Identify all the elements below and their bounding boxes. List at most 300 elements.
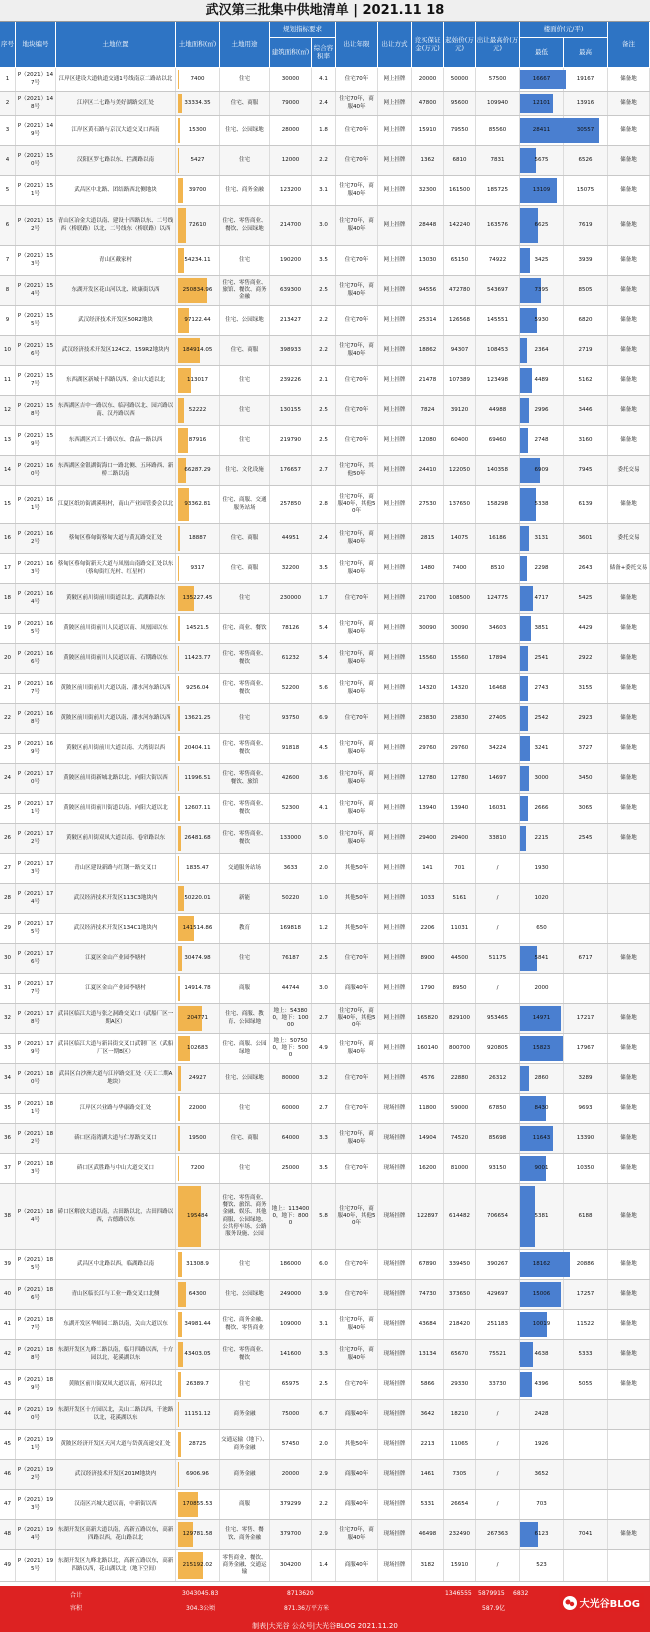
cell-method [378,1124,412,1153]
cell-term [336,764,378,793]
cell-note [608,974,650,1003]
cell-area [176,1064,220,1093]
price-bar [520,826,526,851]
cell-build [270,524,312,553]
cell-cap-text: 8510 [490,564,505,571]
cell-far-text: 2.0 [319,864,328,871]
cell-cap-text: 429697 [487,1290,508,1297]
cell-loc-text: 武汉经济技术开发区134C1地块内 [73,924,158,931]
cell-use-text: 住宅 [238,406,250,413]
cell-deposit [412,1370,444,1399]
cell-cap [476,426,520,455]
cell-loc-text: 硚口区武胜路与中山大道交叉口 [76,1164,154,1171]
cell-code-text: P（2021）192号 [17,1467,54,1481]
cell-term-text: 住宅70年，商服40年 [339,1041,374,1055]
cell-low-text: 28411 [532,126,551,133]
cell-low-text: 6625 [534,221,549,228]
cell-loc [56,1064,176,1093]
cell-start [444,644,476,673]
cell-method [378,794,412,823]
cell-far [312,1460,336,1489]
cell-cap [476,854,520,883]
cell-deposit-text: 18862 [418,346,437,353]
cell-high [564,176,608,205]
cell-cap-text: 67850 [488,1104,507,1111]
cell-use [220,68,270,91]
cell-note [608,116,650,145]
cell-term-text: 住宅70年，商服40年 [339,96,374,110]
cell-loc-text: 东西湖区吉中一路以东、临河路以北、园兴路以南、汉丹路以西 [57,403,174,417]
cell-start [444,884,476,913]
cell-area-text: 1835.47 [186,864,209,871]
cell-far-text: 3.3 [319,1350,328,1357]
cell-low-text: 2298 [534,564,549,571]
cell-start [444,1280,476,1309]
cell-term [336,68,378,91]
cell-loc [56,1154,176,1183]
cell-code [16,1400,56,1429]
cell-method-text: 网上挂牌 [383,1074,406,1081]
cell-method [378,1250,412,1279]
cell-build-text: 52300 [281,804,300,811]
cell-term-text: 其他50年 [344,924,369,931]
cell-use-text: 商服 [238,1500,250,1507]
cell-far-text: 2.7 [319,1104,328,1111]
cell-term-text: 住宅70年，商服40年，其他50年 [337,1205,376,1227]
cell-low-text: 650 [536,924,547,931]
cell-method [378,1154,412,1183]
cell-deposit-text: 12780 [418,774,437,781]
cell-low-text: 4638 [534,1350,549,1357]
cell-note-text: 储备地 [620,286,637,293]
cell-note-text: 储备地 [620,436,637,443]
table-row [0,914,650,944]
cell-term [336,1400,378,1429]
cell-no [0,854,16,883]
cell-high [564,1004,608,1033]
cell-term-text: 住宅70年，商服40年 [339,801,374,815]
cell-far-text: 6.9 [319,714,328,721]
cell-cap [476,704,520,733]
cell-no-text: 35 [4,1104,11,1111]
cell-deposit [412,884,444,913]
cell-start-text: 44500 [450,954,469,961]
cell-high-text: 7041 [578,1530,593,1537]
cell-area [176,206,220,245]
cell-low-text: 6909 [534,466,549,473]
cell-low-text: 15823 [532,1044,551,1051]
cell-loc-text: 青山区戴家村 [98,256,132,263]
cell-high [564,554,608,583]
cell-build [270,426,312,455]
cell-term [336,1430,378,1459]
area-bar [178,1096,180,1121]
cell-term [336,1310,378,1339]
cell-deposit-text: 3182 [420,1561,435,1568]
cell-cap-text: 57500 [488,75,507,82]
cell-far [312,1310,336,1339]
cell-method-text: 现场挂牌 [383,1212,406,1219]
cell-loc-text: 江岸区二七路与美好湖路交汇处 [76,99,154,106]
cell-code [16,396,56,425]
cell-high [564,366,608,395]
cell-start [444,524,476,553]
cell-far-text: 3.0 [319,984,328,991]
cell-loc-text: 江夏区金山产业园李塘村 [85,954,146,961]
cell-high [564,206,608,245]
cell-term [336,146,378,175]
cell-loc [56,1184,176,1249]
cell-note-text: 储备地 [620,954,637,961]
cell-far [312,1520,336,1549]
cell-method [378,1430,412,1459]
cell-method-text: 网上挂牌 [383,99,406,106]
cell-use [220,644,270,673]
cell-build [270,944,312,973]
cell-method-text: 网上挂牌 [383,744,406,751]
cell-method-text: 网上挂牌 [383,834,406,841]
cell-deposit-text: 30090 [418,624,437,631]
cell-term [336,1064,378,1093]
cell-no-text: 27 [4,864,11,871]
cell-code [16,524,56,553]
cell-start-text: 14075 [450,534,469,541]
cell-note [608,246,650,275]
cell-use [220,944,270,973]
cell-area [176,1520,220,1549]
cell-code-text: P（2021）150号 [17,153,54,167]
cell-code [16,426,56,455]
cell-use [220,306,270,335]
cell-far [312,1490,336,1519]
cell-start-text: 614482 [449,1212,470,1219]
cell-high [564,854,608,883]
cell-loc-text: 硚口区南湾湖大道与仁厚路交叉口 [74,1134,157,1141]
price-bar [520,646,528,671]
cell-code-text: P（2021）157号 [17,373,54,387]
cell-no [0,974,16,1003]
table-header [0,22,650,68]
cell-code-text: P（2021）171号 [17,801,54,815]
header-start: 起始价(万元) [444,22,476,68]
cell-area-text: 54234.11 [184,256,211,263]
cell-no-text: 26 [4,834,11,841]
cell-term-text: 其他50年 [344,1440,369,1447]
cell-cap-text: 267363 [487,1530,508,1537]
cell-no [0,1184,16,1249]
cell-build [270,854,312,883]
cell-code [16,92,56,115]
cell-deposit-text: 94556 [418,286,437,293]
cell-no [0,1004,16,1033]
cell-build-text: 398933 [280,346,301,353]
cell-build [270,704,312,733]
cell-loc [56,794,176,823]
cell-no [0,1154,16,1183]
cell-code [16,1550,56,1581]
cell-far-text: 4.5 [319,744,328,751]
logo-text: 大光谷BLOG [579,1599,640,1610]
cell-deposit [412,674,444,703]
cell-no [0,1094,16,1123]
cell-method [378,1004,412,1033]
cell-build [270,974,312,1003]
cell-area [176,1370,220,1399]
cell-use [220,1280,270,1309]
cell-no [0,1370,16,1399]
cell-method-text: 网上挂牌 [383,924,406,931]
cell-use [220,1370,270,1399]
cell-low [520,1004,564,1033]
cell-term-text: 商服40年 [344,984,369,991]
cell-low-text: 18162 [532,1260,551,1267]
header-loc: 土地位置 [56,22,176,68]
cell-cap-text: 953465 [487,1014,508,1021]
cell-high [564,704,608,733]
cell-code-text: P（2021）163号 [17,561,54,575]
cell-far [312,1124,336,1153]
totals-area-ha: 304.3公顷 [186,1605,216,1612]
cell-cap [476,554,520,583]
cell-low [520,944,564,973]
header-low: 最低 [520,38,564,68]
cell-build-text: 639300 [280,286,301,293]
cell-deposit [412,974,444,1003]
cell-build-text: 78126 [281,624,300,631]
cell-far-text: 5.4 [319,624,328,631]
cell-low [520,1034,564,1063]
cell-area-text: 215192.02 [182,1561,213,1568]
cell-far [312,524,336,553]
cell-method [378,554,412,583]
cell-note-text: 储备地 [620,99,637,106]
cell-method [378,674,412,703]
cell-low-text: 2666 [534,804,549,811]
table-row [0,1400,650,1430]
cell-note-text: 储备地 [620,75,637,82]
cell-far [312,1370,336,1399]
cell-start-text: 218420 [449,1320,470,1327]
cell-loc [56,1004,176,1033]
cell-use [220,974,270,1003]
header-note: 备注 [608,22,650,68]
cell-start [444,614,476,643]
cell-start-text: 23830 [450,714,469,721]
cell-high-text: 13916 [576,99,595,106]
cell-term-text: 住宅70年 [344,156,369,163]
cell-high [564,1094,608,1123]
cell-build-text: 64000 [281,1134,300,1141]
cell-method [378,764,412,793]
cell-low-text: 14971 [532,1014,551,1021]
cell-loc-text: 硚口区解放大道以南，古田路以北，古田四路以西，古德路以东 [57,1209,174,1223]
cell-build [270,914,312,943]
cell-far [312,276,336,305]
cell-no [0,644,16,673]
cell-term [336,1004,378,1033]
cell-code [16,854,56,883]
cell-deposit-text: 20000 [418,75,437,82]
cell-cap [476,914,520,943]
cell-area-text: 9317 [190,564,205,571]
cell-cap-text: 251183 [487,1320,508,1327]
cell-area [176,704,220,733]
cell-term [336,974,378,1003]
cell-deposit [412,366,444,395]
cell-low-text: 3425 [534,256,549,263]
cell-low-text: 2215 [534,834,549,841]
cell-deposit-text: 1790 [420,984,435,991]
cell-build [270,734,312,763]
table-row [0,1490,650,1520]
cell-far [312,1064,336,1093]
cell-no [0,1400,16,1429]
cell-method-text: 现场挂牌 [383,1290,406,1297]
cell-note-text: 储备地 [620,804,637,811]
cell-code [16,1430,56,1459]
cell-loc [56,146,176,175]
area-bar [178,148,179,173]
cell-no [0,884,16,913]
cell-method-text: 网上挂牌 [383,406,406,413]
cell-far-text: 2.5 [319,954,328,961]
cell-area [176,614,220,643]
cell-low [520,116,564,145]
cell-area-text: 20404.11 [184,744,211,751]
area-bar [178,178,183,203]
cell-method-text: 网上挂牌 [383,436,406,443]
cell-low [520,1124,564,1153]
cell-method [378,1490,412,1519]
cell-code-text: P（2021）148号 [17,96,54,110]
table-row [0,1430,650,1460]
cell-note-text: 储备地 [620,1134,637,1141]
area-bar [178,886,184,911]
cell-build-text: 地上：543800，地下：10000 [272,1007,309,1029]
cell-high [564,824,608,853]
cell-build [270,1184,312,1249]
cell-note [608,456,650,485]
cell-use-text: 住宅、零售、餐饮、商务金融 [225,1527,264,1541]
cell-cap [476,524,520,553]
header-area: 土地面积(㎡) [176,22,220,68]
cell-high [564,116,608,145]
cell-build [270,584,312,613]
cell-area [176,276,220,305]
cell-build-text: 93750 [281,714,300,721]
cell-low [520,1550,564,1581]
cell-build [270,1550,312,1581]
cell-no-text: 1 [5,75,10,82]
cell-start [444,1094,476,1123]
cell-use-text: 住宅、商服 [230,1134,259,1141]
cell-term-text: 住宅70年 [344,256,369,263]
cell-low-text: 11643 [532,1134,551,1141]
cell-note [608,944,650,973]
cell-deposit [412,764,444,793]
cell-term-text: 住宅70年 [344,376,369,383]
cell-high [564,1064,608,1093]
cell-cap [476,734,520,763]
cell-term-text: 商服40年 [344,1410,369,1417]
cell-high [564,584,608,613]
cell-note-text: 储备地 [620,654,637,661]
cell-term-text: 其他50年 [344,864,369,871]
table-row [0,794,650,824]
cell-area [176,1550,220,1581]
table-row [0,366,650,396]
cell-code-text: P（2021）161号 [17,497,54,511]
cell-term [336,584,378,613]
cell-no [0,764,16,793]
cell-far-text: 1.4 [319,1561,328,1568]
table-row [0,644,650,674]
cell-area-text: 26389.7 [186,1380,209,1387]
cell-start-text: 26654 [450,1500,469,1507]
cell-cap-text: 74922 [488,256,507,263]
table-row [0,456,650,486]
cell-code-text: P（2021）158号 [17,403,54,417]
cell-far [312,92,336,115]
table-row [0,396,650,426]
cell-start-text: 94307 [450,346,469,353]
cell-loc-text: 武昌区临江大道与张之洞路交叉口（武船厂区一期A区） [57,1011,174,1025]
cell-cap-text: / [496,1500,499,1507]
area-bar [178,1282,186,1307]
cell-low-text: 2542 [534,714,549,721]
cell-use [220,554,270,583]
totals-start: 5879915 [478,1590,505,1597]
cell-build-text: 地上：507500，地下：5000 [272,1037,309,1059]
cell-term [336,944,378,973]
cell-area-text: 24927 [188,1074,207,1081]
cell-method-text: 网上挂牌 [383,654,406,661]
cell-note [608,92,650,115]
cell-build [270,884,312,913]
cell-note-text: 储备地 [620,156,637,163]
cell-use-text: 住宅、商服、教育、公园绿地 [225,1011,264,1025]
cell-cap-text: 44988 [488,406,507,413]
cell-term-text: 住宅70年 [344,1104,369,1111]
cell-far [312,1280,336,1309]
cell-loc-text: 武汉经济技术开发区201M地块内 [74,1470,157,1477]
cell-method [378,854,412,883]
cell-code [16,1034,56,1063]
cell-loc-text: 蔡甸区蔡甸街蔡甸大道与黄瓦路交汇处 [68,534,163,541]
cell-use [220,206,270,245]
cell-loc-text: 黄陂区前川街前川人民道以南、凤凰园以东 [63,624,168,631]
cell-build-text: 176657 [280,466,301,473]
cell-start [444,426,476,455]
cell-start-text: 11065 [450,1440,469,1447]
area-bar [178,736,180,761]
cell-cap [476,1550,520,1581]
cell-low [520,1064,564,1093]
cell-loc [56,1520,176,1549]
cell-far [312,486,336,523]
cell-build [270,794,312,823]
cell-term [336,426,378,455]
cell-use [220,396,270,425]
cell-far [312,1340,336,1369]
cell-loc-text: 黄陂区经济开发区天河大道与岱黄高速交汇处 [60,1440,171,1447]
cell-code-text: P（2021）149号 [17,123,54,137]
cell-low [520,1520,564,1549]
cell-start [444,704,476,733]
cell-deposit [412,734,444,763]
cell-code [16,1490,56,1519]
table-row [0,1550,650,1582]
